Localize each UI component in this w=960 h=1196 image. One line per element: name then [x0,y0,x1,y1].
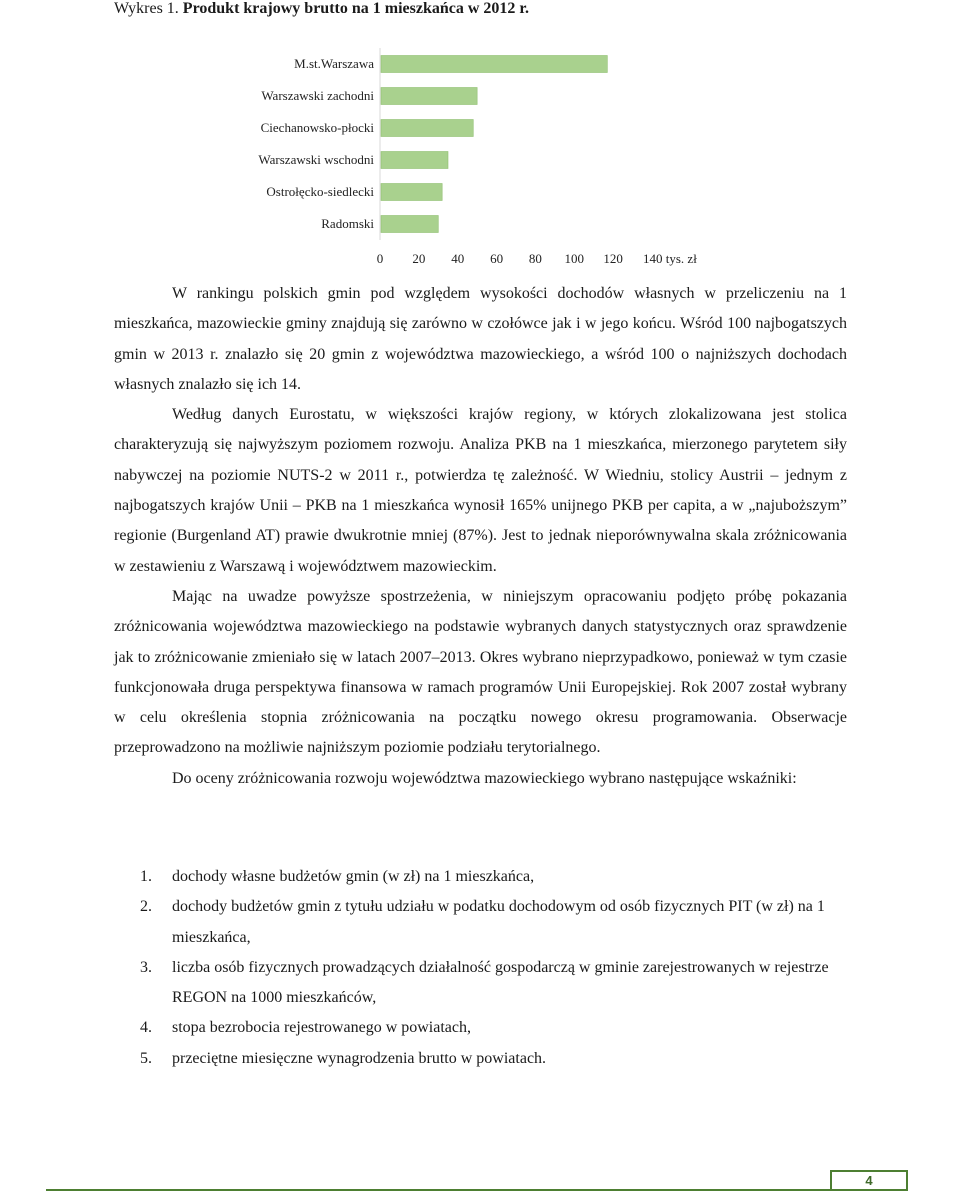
list-item [114,862,847,892]
category-label: M.st.Warszawa [294,56,374,71]
tick-label: 100 [564,251,585,266]
bar [381,120,473,137]
list-item [114,1013,847,1043]
tick-label: 140 tys. zł [643,251,697,266]
category-label: Radomski [321,216,374,231]
category-label: Ciechanowsko-płocki [260,120,374,135]
gdp-bar-chart [0,0,960,275]
bar [381,56,607,73]
bar [381,88,477,105]
paragraph-1: W rankingu polskich gmin pod względem wysokości dochodów własnych w przeliczeniu na 1 mieszkańca, mazowieckie gminy znajdują się zarówno w czołówce jak i w jego końcu. Wśród 100 najbogatszych gmin w 2013 r. znalazło się 20 gmin z województwa mazowieckiego, a wśród 100 o najniższych dochodach własnych znalazło się ich 14. [114,285,847,393]
caption-title: Produkt krajowy brutto na 1 mieszkańca w 2012 r. [182,0,530,17]
list-number: 5. [140,1049,152,1067]
list-item [114,1044,847,1074]
list-text: przeciętne miesięczne wynagrodzenia brutto w powiatach. [172,1049,547,1067]
bar [381,184,442,201]
paragraph-4: Do oceny zróżnicowania rozwoju województwa mazowieckiego wybrano następujące wskaźniki: [172,769,797,787]
list-number: 1. [140,868,152,885]
category-label: Warszawski zachodni [261,88,374,103]
list-text: liczba osób fizycznych prowadzących działalność gospodarczą w gminie zarejestrowanych w rejestrze REGON na 1000 mieszkańców, [172,958,829,1007]
tick-label: 40 [451,251,465,266]
category-label: Warszawski wschodni [258,152,374,167]
list-number: 4. [140,1019,152,1037]
list-number: 2. [140,898,152,916]
list-item [114,892,847,953]
tick-label: 60 [490,251,504,266]
tick-label: 20 [412,251,426,266]
tick-label: 0 [376,251,384,266]
list-number: 3. [140,958,152,976]
paragraph-2: Według danych Eurostatu, w większości krajów regiony, w których zlokalizowana jest stolica charakteryzują się najwyższym poziomem rozwoju. Analiza PKB na 1 mieszkańca, mierzonego parytetem siły nabywczej na poziomie NUTS-2 w 2011 r., potwierdza tę zależność. W Wiedniu, stolicy Austrii – jednym z najbogatszych krajów Unii – PKB na 1 mieszkańca wynosił 165% unijnego PKB per capita, a w „najuboższym” regionie (Burgenland AT) prawie dwukrotnie mniej (87%). Jest to jednak nieporównywalna skala zróżnicowania w zestawieniu z Warszawą i województwem mazowieckim. [114,406,847,575]
body-text [114,279,847,794]
list-text: dochody własne budżetów gmin (w zł) na 1 mieszkańca, [172,868,535,885]
list-text: dochody budżetów gmin z tytułu udziału w podatku dochodowym od osób fizycznych PIT (w zł) na 1 mieszkańca, [172,898,825,946]
bar [381,216,438,233]
tick-label: 120 [603,251,623,266]
list-text: stopa bezrobocia rejestrowanego w powiatach, [172,1019,471,1037]
paragraph-3: Mając na uwadze powyższe spostrzeżenia, w niniejszym opracowaniu podjęto próbę pokazania zróżnicowania województwa mazowieckiego na podstawie wybranych danych statystycznych oraz sprawdzenie jak to zróżnicowanie zmieniało się w latach 2007–2013. Okres wybrano nieprzypadkowo, ponieważ w tym czasie funkcjonowała druga perspektywa finansowa w ramach programów Unii Europejskiej. Rok 2007 został wybrany w celu określenia stopnia zróżnicowania na początku nowego okresu programowania. Obserwacje przeprowadzono na możliwie najniższym poziomie podziału terytorialnego. [114,587,847,757]
footer-rule [46,1189,908,1191]
tick-label: 80 [528,251,542,266]
indicator-list [114,862,847,1074]
category-label: Ostrołęcko-siedlecki [266,184,374,199]
list-item [114,953,847,1014]
page-number: 4 [865,1173,873,1188]
caption-prefix: Wykres 1. [114,0,183,17]
bar [381,152,448,169]
